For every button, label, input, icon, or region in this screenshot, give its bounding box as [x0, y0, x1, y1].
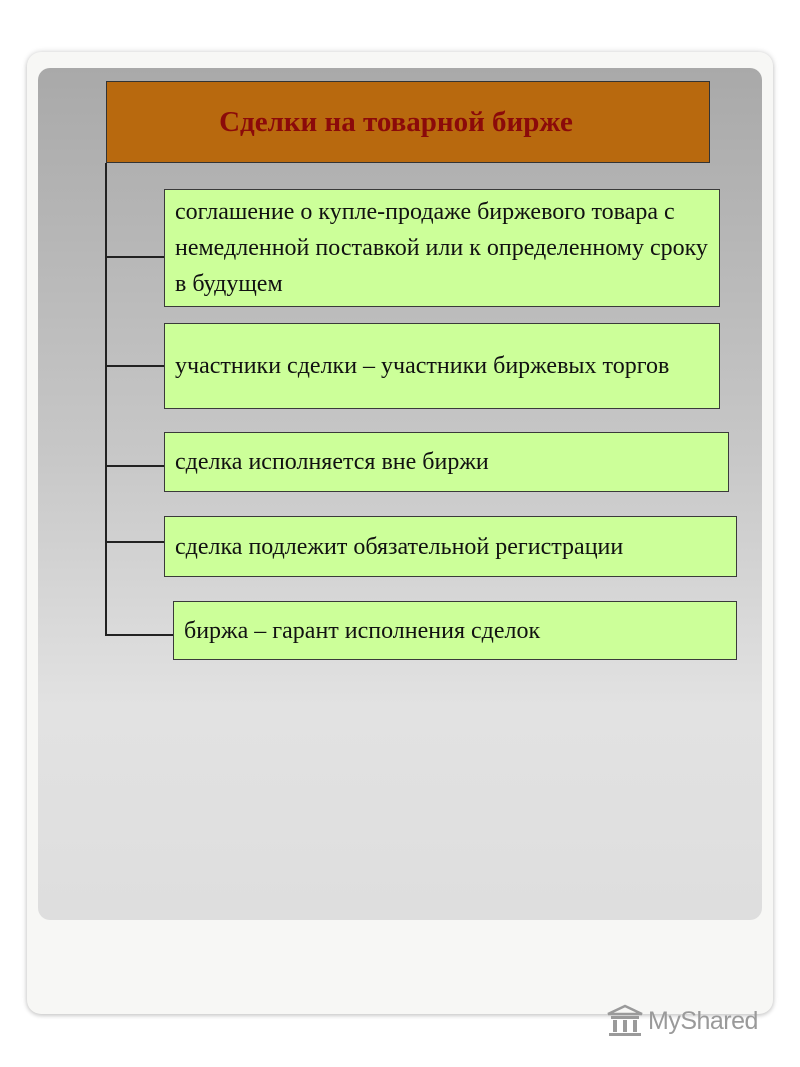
connector-branch-4 — [105, 541, 165, 543]
connector-branch-3 — [105, 465, 165, 467]
diagram-item-5-text: биржа – гарант исполнения сделок — [184, 617, 541, 644]
watermark-brand: MyShared — [648, 1006, 758, 1035]
connector-branch-5 — [105, 634, 174, 636]
diagram-item-2 — [164, 323, 720, 409]
diagram-title-box — [106, 81, 710, 163]
diagram-item-2-text: участники сделки – участники биржевых торгов — [175, 353, 670, 379]
connector-vertical — [105, 163, 107, 636]
diagram-item-4-text: сделка подлежит обязательной регистрации — [175, 533, 624, 560]
diagram-item-4 — [164, 516, 737, 577]
diagram-item-1-text: соглашение о купле-продаже биржевого товара с немедленной поставкой или к определенному сроку в будущем — [175, 199, 708, 297]
connector-branch-1 — [105, 256, 165, 258]
diagram-item-3-text: сделка исполняется вне биржи — [175, 449, 489, 475]
building-icon — [606, 1004, 644, 1038]
diagram-item-3 — [164, 432, 729, 492]
diagram-item-5 — [173, 601, 737, 660]
connector-branch-2 — [105, 365, 165, 367]
diagram-title: Сделки на товарной бирже — [219, 105, 573, 138]
diagram-item-1 — [164, 189, 720, 307]
watermark — [606, 1004, 758, 1038]
